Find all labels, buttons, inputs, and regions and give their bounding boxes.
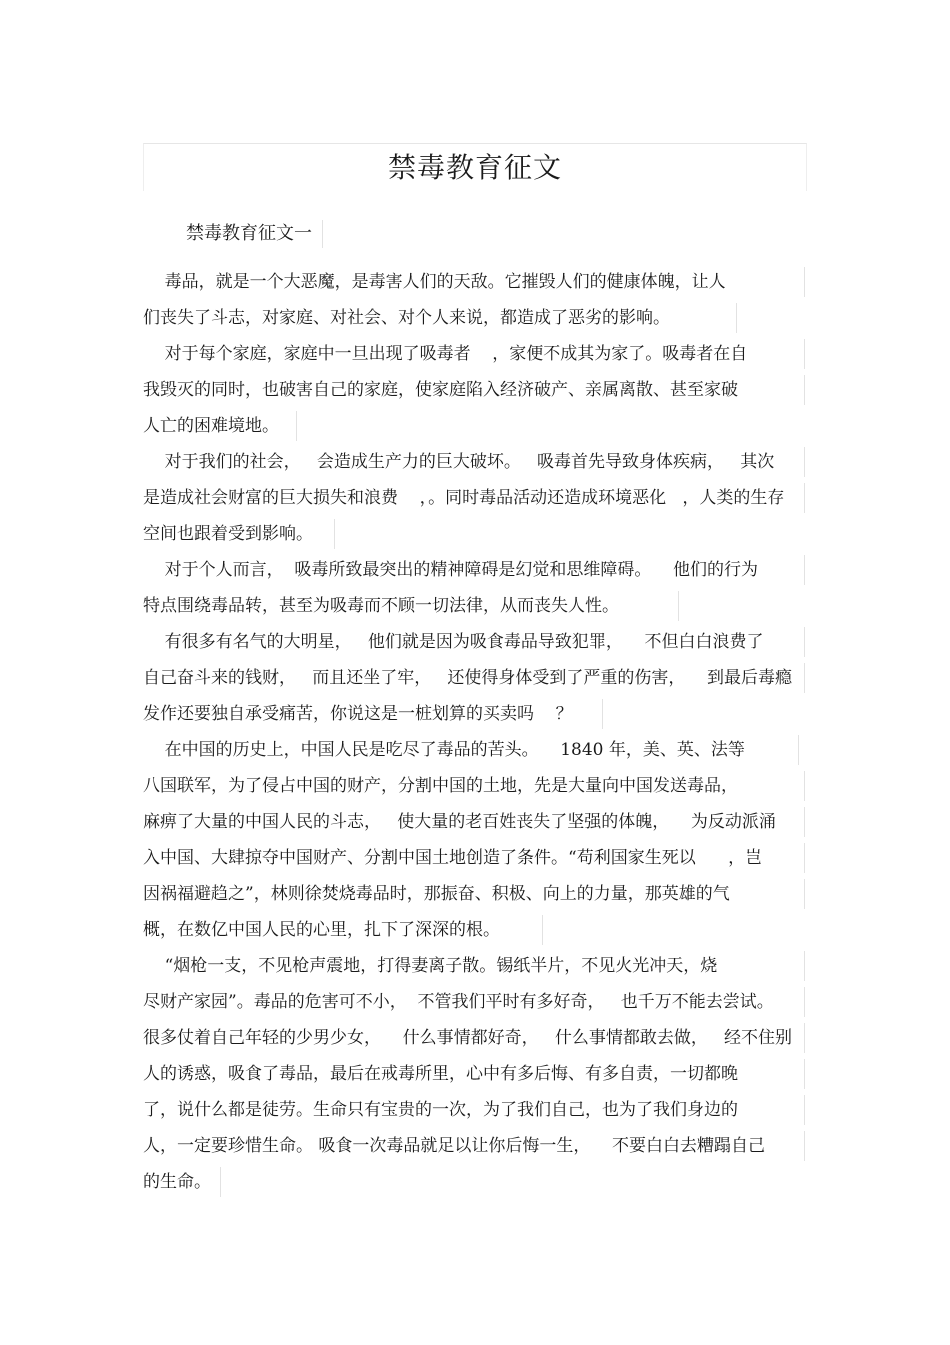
text-line: 毒品，就是一个大恶魔，是毒害人们的天敌。它摧毁人们的健康体魄，让人: [143, 267, 805, 297]
subtitle-frame: [186, 220, 323, 248]
text-line: 对于我们的社会， 会造成生产力的巨大破坏。 吸毒首先导致身体疾病， 其次: [143, 447, 805, 477]
text-line: 们丧失了斗志，对家庭、对社会、对个人来说，都造成了恶劣的影响。: [143, 303, 737, 333]
text-line: 有很多有名气的大明星， 他们就是因为吸食毒品导致犯罪， 不但白白浪费了: [143, 627, 805, 657]
text-line: 自己奋斗来的钱财， 而且还坐了牢， 还使得身体受到了严重的伤害， 到最后毒瘾: [143, 663, 805, 693]
text-line: 是造成社会财富的巨大损失和浪费 ，。同时毒品活动还造成环境恶化 ，人类的生存: [143, 483, 805, 513]
title-frame: [143, 143, 807, 191]
text-line: 在中国的历史上，中国人民是吃尽了毒品的苦头。 1840 年，美、英、法等: [143, 735, 799, 765]
text-line: 特点围绕毒品转，甚至为吸毒而不顾一切法律，从而丧失人性。: [143, 591, 679, 621]
text-line: 人，一定要珍惜生命。 吸食一次毒品就足以让你后悔一生， 不要白白去糟蹋自己: [143, 1131, 805, 1161]
text-line: 的生命。: [143, 1167, 221, 1197]
text-line: 对于每个家庭，家庭中一旦出现了吸毒者 ，家便不成其为家了。吸毒者在自: [143, 339, 805, 369]
text-line: 很多仗着自己年轻的少男少女， 什么事情都好奇， 什么事情都敢去做， 经不住别: [143, 1023, 805, 1053]
text-line: 我毁灭的同时，也破害自己的家庭，使家庭陷入经济破产、亲属离散、甚至家破: [143, 375, 805, 405]
text-line: 空间也跟着受到影响。: [143, 519, 335, 549]
text-line: 人亡的困难境地。: [143, 411, 297, 441]
text-line: 因祸福避趋之”，林则徐焚烧毒品时，那振奋、积极、向上的力量，那英雄的气: [143, 879, 805, 909]
text-line: 尽财产家园”。毒品的危害可不小， 不管我们平时有多好奇， 也千万不能去尝试。: [143, 987, 805, 1017]
text-line: 发作还要独自承受痛苦，你说这是一桩划算的买卖吗 ？: [143, 699, 603, 729]
text-line: 八国联军，为了侵占中国的财产，分割中国的土地，先是大量向中国发送毒品，: [143, 771, 805, 801]
page-title: 禁毒教育征文: [387, 151, 562, 184]
section-subtitle: 禁毒教育征文一: [186, 223, 312, 244]
text-line: “烟枪一支，不见枪声震地，打得妻离子散。锡纸半片，不见火光冲天，烧: [143, 951, 805, 981]
text-line: 了，说什么都是徒劳。生命只有宝贵的一次，为了我们自己，也为了我们身边的: [143, 1095, 805, 1125]
text-line: 入中国、大肆掠夺中国财产、分割中国土地创造了条件。“苟利国家生死以 ，岂: [143, 843, 805, 873]
text-line: 概，在数亿中国人民的心里，扎下了深深的根。: [143, 915, 543, 945]
text-line: 对于个人而言， 吸毒所致最突出的精神障碍是幻觉和思维障碍。 他们的行为: [143, 555, 805, 585]
text-line: 人的诱惑，吸食了毒品，最后在戒毒所里，心中有多后悔、有多自责，一切都晚: [143, 1059, 805, 1089]
text-line: 麻痹了大量的中国人民的斗志， 使大量的老百姓丧失了坚强的体魄， 为反动派涌: [143, 807, 805, 837]
